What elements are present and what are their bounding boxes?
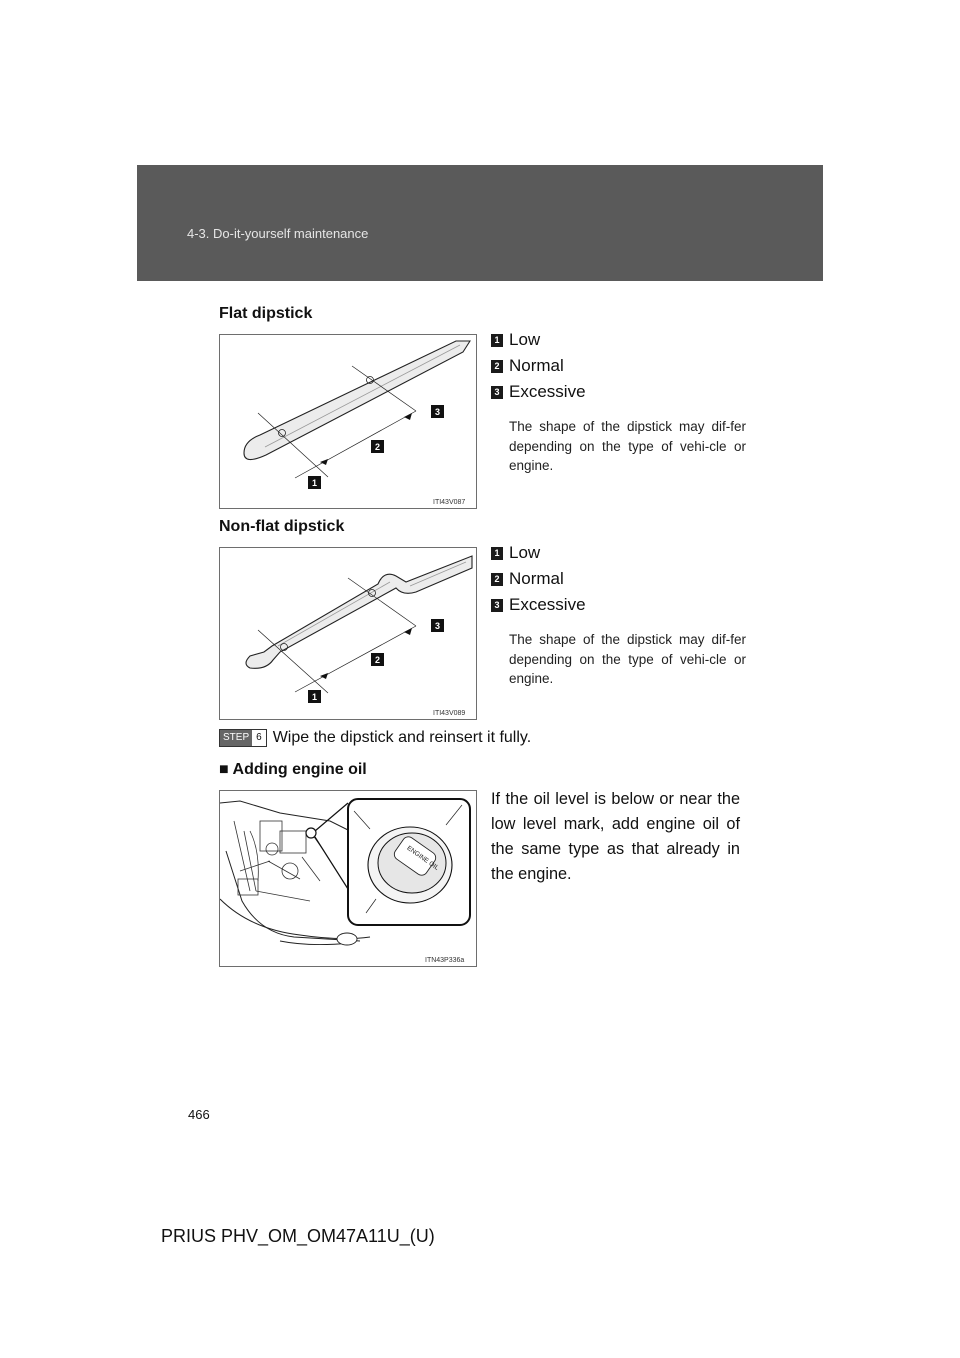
square-bullet-icon: ■ xyxy=(219,761,229,778)
document-model-code: PRIUS PHV_OM_OM47A11U_(U) xyxy=(161,1226,435,1246)
legend-item-excessive xyxy=(491,592,746,618)
svg-text:1: 1 xyxy=(311,692,318,702)
non-flat-dipstick-figure xyxy=(219,547,477,720)
legend-item-normal xyxy=(491,566,746,592)
adding-oil-instruction: If the oil level is below or near the low level mark, add engine oil of the same type as that already in the engine. xyxy=(491,790,740,883)
legend-label: Excessive xyxy=(509,595,586,614)
step-number: 6 xyxy=(256,732,262,743)
svg-text:3: 3 xyxy=(434,407,441,417)
number-badge: 2 xyxy=(491,573,503,586)
flat-dipstick-heading: Flat dipstick xyxy=(219,305,313,322)
number-badge: 1 xyxy=(491,334,503,347)
svg-text:2: 2 xyxy=(374,442,381,452)
legend-label: Excessive xyxy=(509,382,586,401)
engine-oil-cap-figure xyxy=(219,790,477,967)
number-badge: 3 xyxy=(491,386,503,399)
engine-oil-figure-code: ITN43P336a xyxy=(425,957,465,964)
dipstick-shape-note: The shape of the dipstick may dif-fer depending on the type of vehi-cle or engine. xyxy=(509,419,746,473)
flat-dipstick-figure-code: ITI43V087 xyxy=(433,499,466,506)
dipstick-shape-note: The shape of the dipstick may dif-fer depending on the type of vehi-cle or engine. xyxy=(509,632,746,686)
legend-label: Normal xyxy=(509,569,564,588)
flat-dipstick-legend xyxy=(491,327,746,476)
legend-item-low xyxy=(491,540,746,566)
chapter-header-band xyxy=(137,165,823,281)
legend-label: Normal xyxy=(509,356,564,375)
page-number: 466 xyxy=(188,1107,210,1122)
heading-text: Adding engine oil xyxy=(232,761,367,778)
section-title: 4-3. Do-it-yourself maintenance xyxy=(187,226,369,241)
flat-dipstick-figure xyxy=(219,334,477,509)
number-badge: 3 xyxy=(491,599,503,612)
legend-item-normal xyxy=(491,353,746,379)
svg-text:1: 1 xyxy=(311,478,318,488)
svg-text:3: 3 xyxy=(434,621,441,631)
step-6 xyxy=(219,729,531,747)
legend-item-excessive xyxy=(491,379,746,405)
adding-engine-oil-heading xyxy=(219,761,367,779)
non-flat-dipstick-legend xyxy=(491,540,746,689)
number-badge: 2 xyxy=(491,360,503,373)
legend-label: Low xyxy=(509,330,541,349)
step-text: Wipe the dipstick and reinsert it fully. xyxy=(272,729,532,746)
step-badge xyxy=(219,729,267,747)
svg-text:2: 2 xyxy=(374,655,381,665)
legend-item-low xyxy=(491,327,746,353)
step-word: STEP xyxy=(220,730,252,746)
number-badge: 1 xyxy=(491,547,503,560)
non-flat-dipstick-heading: Non-flat dipstick xyxy=(219,518,345,535)
legend-label: Low xyxy=(509,543,541,562)
non-flat-dipstick-figure-code: ITI43V089 xyxy=(433,710,466,717)
oil-cap-label: ENGINE OIL xyxy=(405,844,440,872)
